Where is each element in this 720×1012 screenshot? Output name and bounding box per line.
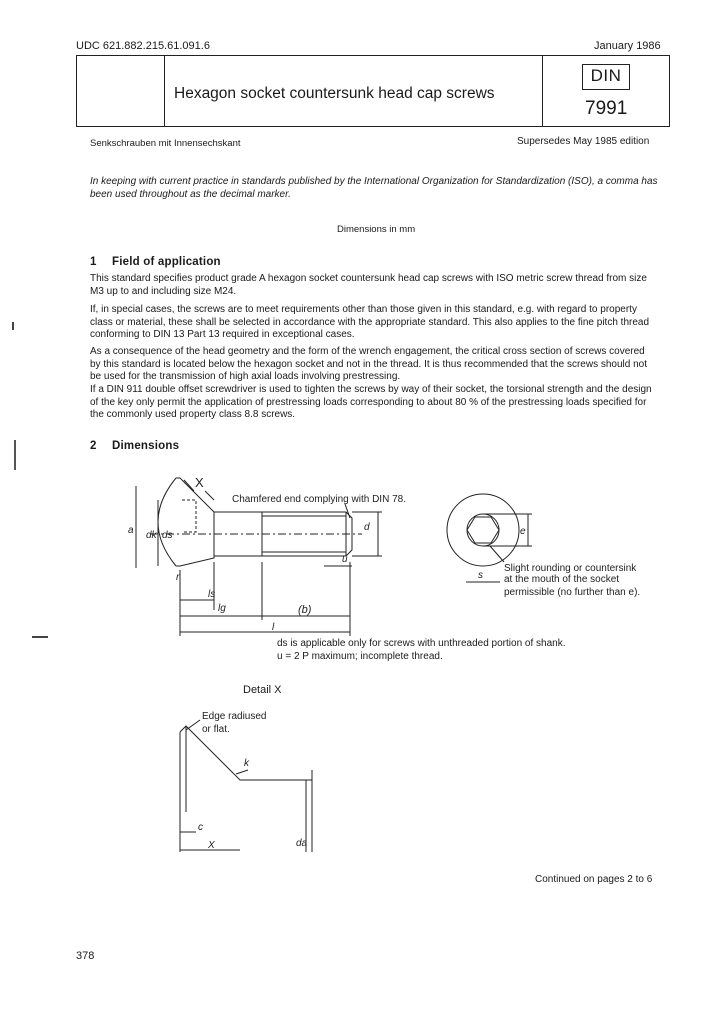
screw-end-view [447,494,519,566]
socket-note-leader [490,546,504,562]
footnote-u: u = 2 P maximum; incomplete thread. [277,651,443,662]
dimension-lg-label: lg [218,603,226,614]
document-title: Hexagon socket countersunk head cap screws [174,85,495,102]
section-1-heading [90,256,221,268]
section-2-heading [90,440,179,452]
socket-note-line-3: permissible (no further than e). [504,587,641,598]
dimension-r-label: r [176,572,180,583]
screw-head-cone [176,478,214,566]
section-1-paragraph: If a DIN 911 double offset screwdriver is used to tighten the screws by way of their socket, the torsional strength and the design of the key only permit the application of prestressing loads corresponding to about 80 % of the prestressing loads specified for the commonly used property class 8.8 screws. [90,384,652,420]
edge-leader [186,720,200,730]
section-1-paragraph: If, in special cases, the screws are to meet requirements other than those given in this standard, e.g. with regard to property class or material, these shall be selected in accordance with the appropriate standard. This also applies to the fine pitch thread conforming to DIN 13 Part 13 required in exceptional cases. [90,304,650,340]
socket-note-line-2: at the mouth of the socket [504,574,620,585]
dimension-a-label: a [128,525,134,536]
edge-note-line-2: or flat. [202,724,230,735]
scan-mark [14,440,16,470]
din-number: 7991 [585,98,628,119]
continued-note: Continued on pages 2 to 6 [535,874,653,885]
scan-mark [12,322,14,330]
dimensions-unit: Dimensions in mm [337,224,416,235]
dimension-d-label: d [364,522,370,533]
section-2-number: 2 [90,440,97,452]
detail-x-drawing [0,700,720,870]
detail-x-heading: Detail X [243,684,282,696]
header-divider-right [542,55,543,127]
section-2-title: Dimensions [112,440,180,452]
head-edge-profile [180,726,312,780]
dimension-b-label: (b) [298,604,312,616]
supersedes-note: Supersedes May 1985 edition [517,136,650,147]
udc-code: UDC 621.882.215.61.091.6 [76,40,210,52]
section-1-paragraph: This standard specifies product grade A hexagon socket countersunk head cap screws with ISO metric screw thread from size M3 up to and including size M24. [90,273,647,297]
din-logo-text: DIN [590,66,622,85]
scan-mark [32,636,48,638]
section-1-number: 1 [90,256,97,268]
dimension-u-label: u [342,554,348,565]
detail-x-leader [205,491,214,500]
footnote-ds: ds is applicable only for screws with unthreaded portion of shank. [277,638,566,649]
section-1-paragraph: As a consequence of the head geometry and the form of the wrench engagement, the critical cross section of screws covered by this standard is located below the hexagon socket and not in the thread. It is thus recommended that the screws should not be used for the transmission of high axial loads involving prestressing. [90,346,647,382]
dimension-ls-label: ls [208,589,216,600]
decimal-marker-note: In keeping with current practice in standards published by the International Organization for Standardization (ISO), a comma has been used throughout as the decimal marker. [90,176,658,200]
screw-head-arc [158,478,176,566]
hex-socket [182,500,196,532]
header-divider-left [164,55,165,127]
chamfer-note: Chamfered end complying with DIN 78. [232,494,406,505]
publication-date: January 1986 [594,40,661,52]
dimension-l-label: l [272,622,275,633]
angle-mark [236,770,248,774]
detail-x-label: X [195,475,204,490]
dimension-e-label: e [520,526,526,537]
hex-socket-end-view [467,517,499,543]
page-number: 378 [76,950,95,962]
dimension-dk-label: dk [146,530,157,541]
dimension-k-label: k [244,758,249,769]
dimension-da-label: da [296,838,308,849]
section-1-title: Field of application [112,256,221,268]
socket-note-line-1: Slight rounding or countersink [504,563,637,574]
edge-note-line-1: Edge radiused [202,711,267,722]
dimension-x-label: X [208,840,215,851]
dimension-ds-label: ds [162,530,173,541]
din-logo [582,64,630,90]
socket-rounding-circle [467,514,499,546]
german-title: Senkschrauben mit Innensechskant [90,138,241,149]
detail-x-leader [184,480,194,491]
dimension-c-label: c [198,822,203,833]
dimension-s-label: s [478,570,483,581]
